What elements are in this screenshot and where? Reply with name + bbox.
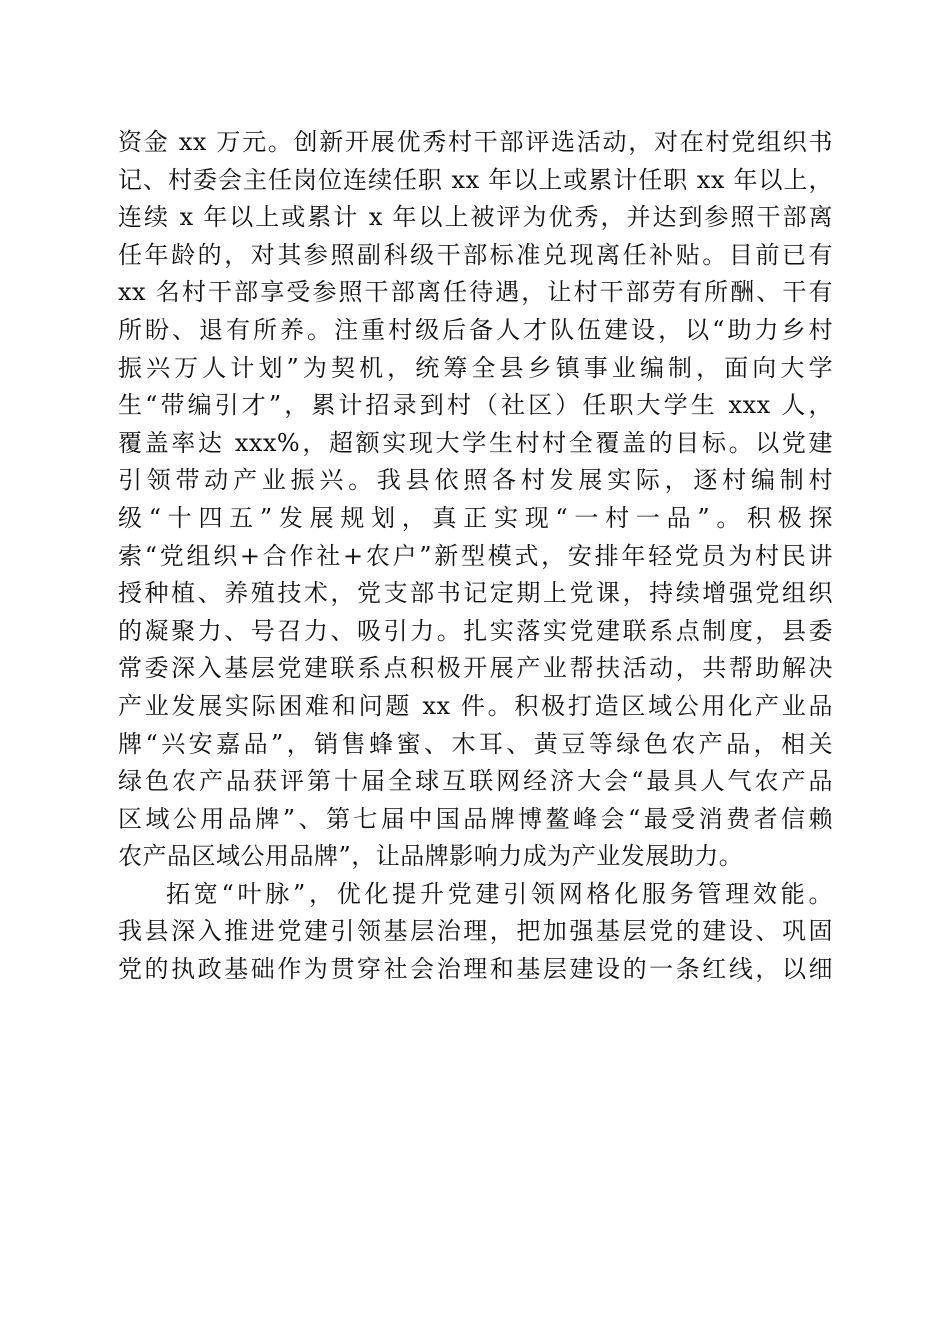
- text-line: 任年龄的，对其参照副科级干部标准兑现离任补贴。目前已有: [118, 240, 833, 269]
- text-line: 授种植、养殖技术，党支部书记定期上党课，持续增强党组织: [118, 579, 833, 608]
- text-line: 的凝聚力、号召力、吸引力。扎实落实党建联系点制度，县委: [118, 616, 833, 645]
- text-line: 常委深入基层党建联系点积极开展产业帮扶活动，共帮助解决: [118, 654, 833, 683]
- text-line: 索“党组织+合作社+农户”新型模式，安排年轻党员为村民讲: [118, 541, 833, 570]
- text-line: 记、村委会主任岗位连续任职 xx 年以上或累计任职 xx 年以上，: [118, 165, 833, 194]
- text-line: 级“十四五”发展规划，真正实现“一村一品”。积极探: [118, 503, 833, 532]
- text-line: 振兴万人计划”为契机，统筹全县乡镇事业编制，面向大学: [118, 353, 833, 382]
- body-text: [118, 124, 833, 989]
- text-line: 所盼、退有所养。注重村级后备人才队伍建设，以“助力乡村: [118, 315, 833, 344]
- paragraph-heading-line: 拓宽“叶脉”，优化提升党建引领网格化服务管理效能。: [166, 879, 833, 908]
- text-line: 产业发展实际困难和问题 xx 件。积极打造区域公用化产业品: [118, 691, 833, 720]
- text-line: 连续 x 年以上或累计 x 年以上被评为优秀，并达到参照干部离: [118, 203, 833, 232]
- text-line: 生“带编引才”，累计招录到村（社区）任职大学生 xxx 人，: [118, 391, 833, 420]
- text-line: 资金 xx 万元。创新开展优秀村干部评选活动，对在村党组织书: [118, 128, 833, 156]
- text-line: 区域公用品牌”、第七届中国品牌博鳌峰会“最受消费者信赖: [118, 804, 833, 833]
- text-line: 党的执政基础作为贯穿社会治理和基层建设的一条红线，以细: [118, 955, 833, 984]
- text-line: 绿色农产品获评第十届全球互联网经济大会“最具人气农产品: [118, 767, 833, 796]
- text-line: 牌“兴安嘉品”，销售蜂蜜、木耳、黄豆等绿色农产品，相关: [118, 729, 833, 758]
- text-line: 覆盖率达 xxx%，超额实现大学生村村全覆盖的目标。以党建: [118, 428, 833, 457]
- text-line: 我县深入推进党建引领基层治理，把加强基层党的建设、巩固: [118, 917, 833, 946]
- text-line: xx 名村干部享受参照干部离任待遇，让村干部劳有所酬、干有: [118, 278, 833, 307]
- text-line: 引领带动产业振兴。我县依照各村发展实际，逐村编制村: [118, 466, 833, 495]
- paragraph-end-line: 农产品区域公用品牌”，让品牌影响力成为产业发展助力。: [118, 842, 744, 871]
